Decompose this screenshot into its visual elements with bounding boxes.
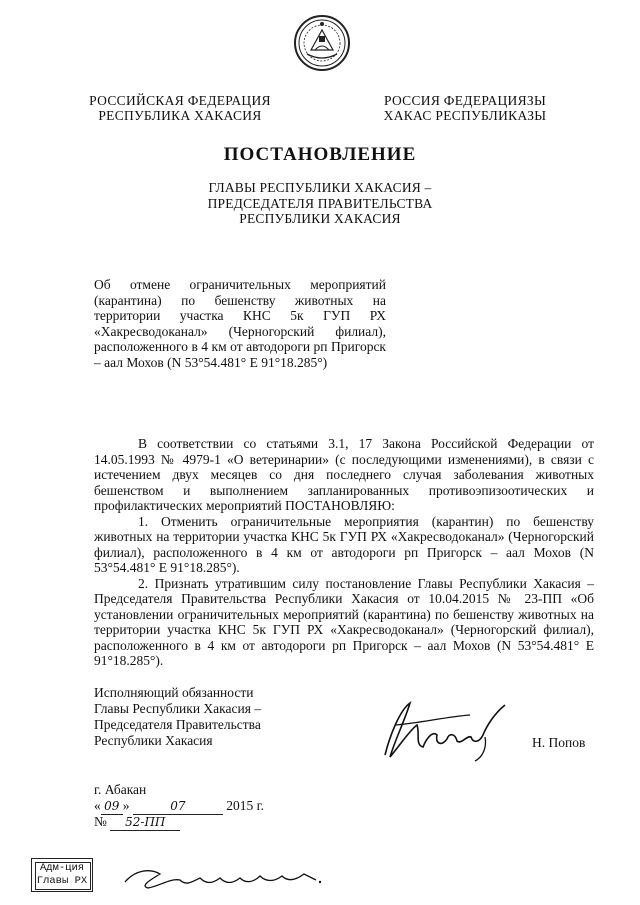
header-right	[370, 93, 560, 123]
issue-date	[94, 798, 294, 815]
header-right-line2: ХАКАС РЕСПУБЛИКАЗЫ	[383, 108, 547, 123]
header-right-line1: РОССИЯ ФЕДЕРАЦИЯЗЫ	[383, 93, 547, 108]
number-label: №	[94, 814, 107, 829]
signatory-title	[94, 685, 294, 749]
header-left-line2: РЕСПУБЛИКА ХАКАСИЯ	[98, 108, 262, 123]
signatory-line1: Исполняющий обязанности	[94, 685, 254, 700]
document-number	[94, 814, 180, 831]
number-value: 52-ПП	[110, 814, 180, 831]
signatory-line3: Председателя Правительства	[94, 717, 261, 732]
date-year: 2015 г.	[226, 798, 265, 813]
subtitle-line3: РЕСПУБЛИКИ ХАКАСИЯ	[239, 211, 401, 226]
signatory-line2: Главы Республики Хакасия –	[94, 701, 262, 716]
place-of-issue: г. Абакан	[94, 782, 147, 797]
document-body	[94, 436, 594, 669]
date-day: 09	[101, 798, 123, 815]
signatory-name: Н. Попов	[532, 735, 586, 750]
date-month: 07	[133, 798, 223, 815]
stamp-line2: Главы РХ	[36, 875, 88, 887]
signatory-line4: Республики Хакасия	[94, 733, 213, 748]
document-about: Об отмене ограничительных мероприятий (карантина) по бешенству животных на территории участка КНС 5к ГУП РХ «Хакресводоканал» (Черногорский филиал), расположенного в 4 км от автодороги рп Пригорск – аал Мохов (N 53°54.481° E 91°18.285°)	[94, 277, 386, 370]
header-left	[80, 93, 280, 123]
header-left-line1: РОССИЙСКАЯ ФЕДЕРАЦИЯ	[89, 93, 271, 108]
stamp-line1: Адм-ция	[39, 862, 85, 874]
stamp-handwritten-signature	[120, 860, 330, 892]
document-subtitle	[0, 180, 640, 227]
body-paragraph-1: В соответствии со статьями 3.1, 17 Закона Российской Федерации от 14.05.1993 № 4979-1 «О ветеринарии» (с последующими изменениями), в связи с истечением двух месяцев со дня последнего случая заболевания животных бешенством и выполнением запланированных противоэпизоотических и профилактических мероприятий ПОСТАНОВЛЯЮ:	[94, 436, 594, 513]
subtitle-line1: ГЛАВЫ РЕСПУБЛИКИ ХАКАСИЯ –	[208, 180, 432, 195]
document-title: ПОСТАНОВЛЕНИЕ	[223, 144, 417, 165]
date-open-quote: «	[94, 798, 101, 813]
date-close-quote: »	[122, 798, 130, 813]
subtitle-line2: ПРЕДСЕДАТЕЛЯ ПРАВИТЕЛЬСТВА	[207, 195, 433, 211]
body-paragraph-3: 2. Признать утратившим силу постановление Главы Республики Хакасия – Председателя Правительства Республики Хакасия от 10.04.2015 № 23-ПП «Об установлении ограничительных мероприятий (карантина) по бешенству животных на территории участка КНС 5к ГУП РХ «Хакресводоканал» (Черногорский филиал), расположенного в 4 км от автодороги рп Пригорск – аал Мохов (N 53°54.481° E 91°18.285°).	[94, 575, 594, 668]
coat-of-arms-icon	[293, 14, 351, 72]
administration-stamp	[31, 858, 93, 892]
body-paragraph-2: 1. Отменить ограничительные мероприятия (карантин) по бешенству животных на территории участка КНС 5к ГУП РХ «Хакресводоканал» (Черногорский филиал), расположенного в 4 км от автодороги рп Пригорск – аал Мохов (N 53°54.481° E 91°18.285°).	[94, 513, 594, 575]
handwritten-signature	[375, 695, 525, 765]
